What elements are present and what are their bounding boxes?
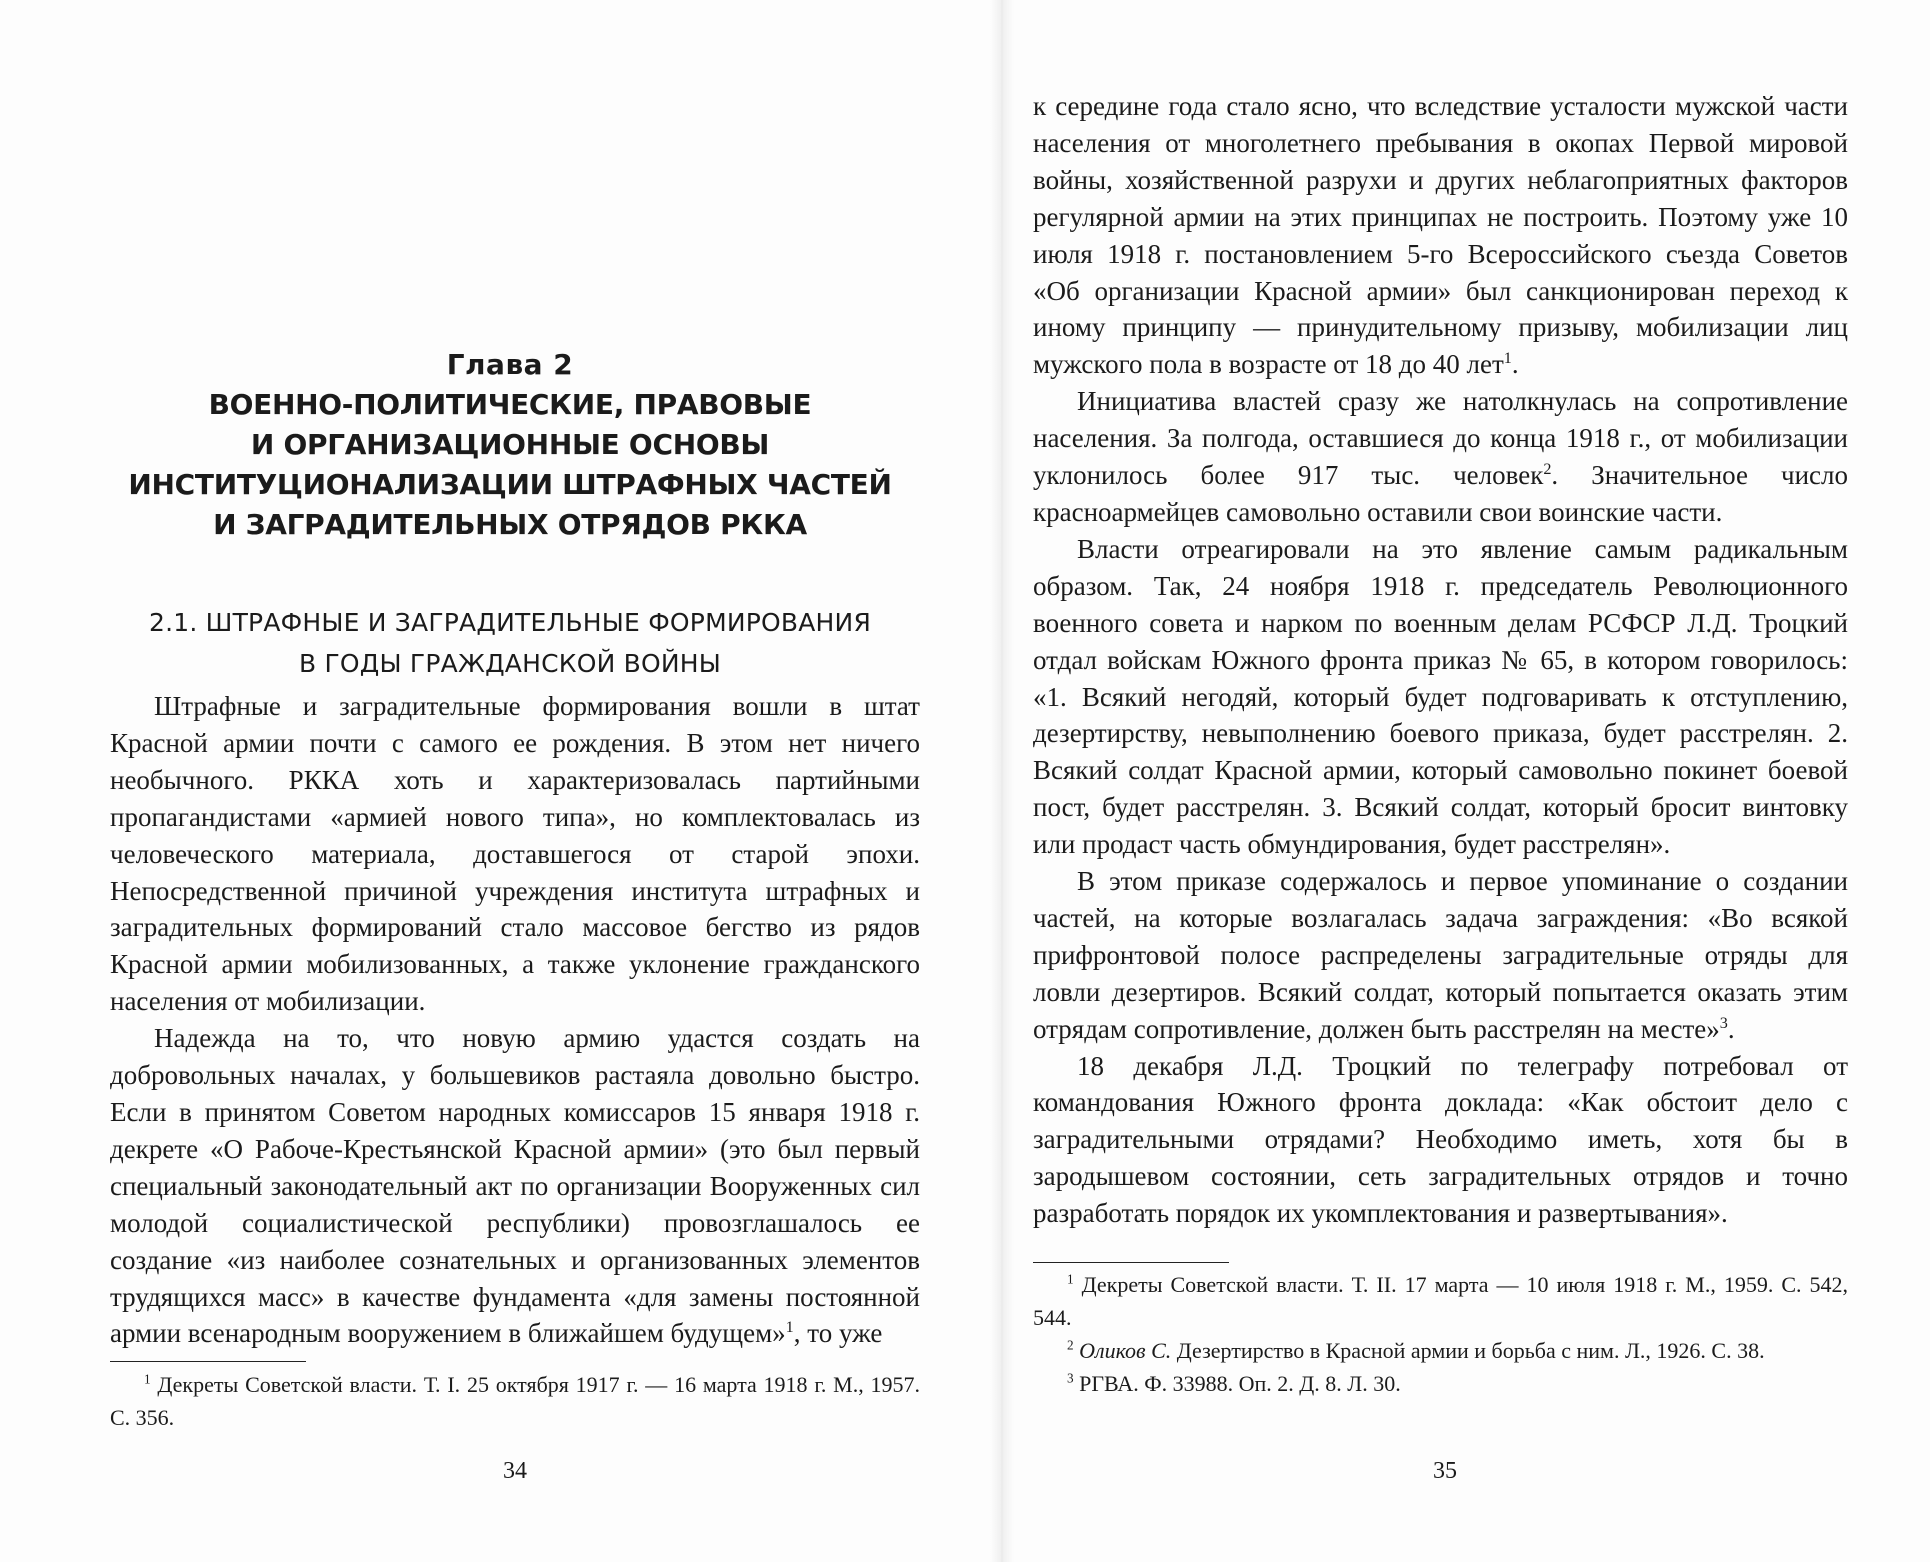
page-number: 34: [503, 1458, 527, 1484]
paragraph: Штрафные и заградительные формирования вошли в штат Красной армии почти с самого ее рождения. В этом нет ничего необычного. РККА хоть и характеризовалась партийными пропагандистами «армией нового типа», но комплектовалась из человеческого материала, доставшегося от старой эпохи. Непосредственной причиной учреждения института штрафных и заградительных формирований стало массовое бегство из рядов Красной армии мобилизованных, а также уклонение гражданского населения от мобилизации.: [110, 691, 920, 1017]
paragraph: Надежда на то, что новую армию удастся создать на добровольных началах, у большевиков растаяла довольно быстро. Если в принятом Советом народных комиссаров 15 января 1918 г. декрете «О Рабоче-Крестьянской Красной армии» (это был первый специальный законодательный акт по организации Вооруженных сил молодой социалистической республики) провозглашалось ее создание «из наиболее сознательных и организованных элементов трудящихся масс» в качестве фундамента «для замены постоянной армии всенародным вооружением в ближайшем будущем»$^1$, то уже: [110, 1023, 920, 1349]
chapter-number: Глава 2: [446, 348, 574, 381]
footnote-number: 1: [144, 1371, 151, 1387]
footnote-marker: 2: [1543, 460, 1552, 479]
footnote: $^1$ Декреты Советской власти. Т. I. 25 октября 1917 г. — 16 марта 1918 г. М., 1957. С. 356.: [110, 1371, 921, 1430]
chapter-title-line: ИНСТИТУЦИОНАЛИЗАЦИИ ШТРАФНЫХ ЧАСТЕЙ: [128, 468, 892, 501]
footnote-rule: [110, 1361, 306, 1362]
footnote-marker: 3: [1719, 1013, 1728, 1032]
footnote-number: 1: [1067, 1271, 1074, 1287]
footnote: $^1$ Декреты Советской власти. Т. II. 17 марта — 10 июля 1918 г. М., 1959. С. 542, 544.: [1033, 1271, 1849, 1330]
paragraph: 18 декабря Л.Д. Троцкий по телеграфу потребовал от командования Южного фронта доклада: «Как обстоит дело с заградительными отрядами? Необходимо иметь, хотя бы в зародышевом состоянии, сеть заградительных отрядов и точно разработать порядок их укомплектования и развертывания».: [1033, 1050, 1848, 1229]
footnote-number: 2: [1067, 1337, 1074, 1353]
chapter-title-line: И ОРГАНИЗАЦИОННЫЕ ОСНОВЫ: [250, 428, 770, 461]
right-body-text: [1033, 88, 1848, 1232]
paragraph: Инициатива властей сразу же натолкнулась на сопротивление населения. За полгода, оставшиеся до конца 1918 г., от мобилизации уклонилось более 917 тыс. человек$^2$. Значительное число красноармейцев самовольно оставили свои воинские части.: [1033, 386, 1848, 527]
paragraph: В этом приказе содержалось и первое упоминание о создании частей, на которые возлагалась задача заграждения: «Во всякой прифронтовой полосе распределены заградительные отряды для ловли дезертиров. Всякий солдат, который попытается оказать этим отрядам сопротивление, должен быть расстрелян на месте»$^3$.: [1033, 866, 1848, 1044]
section-heading: [110, 602, 910, 684]
chapter-title-line: ВОЕННО-ПОЛИТИЧЕСКИЕ, ПРАВОВЫЕ: [208, 388, 812, 421]
footnote: $^3$ РГВА. Ф. 33988. Оп. 2. Д. 8. Л. 30.: [1067, 1370, 1401, 1396]
chapter-heading: [110, 345, 910, 545]
section-title-line: В ГОДЫ ГРАЖДАНСКОЙ ВОЙНЫ: [298, 649, 722, 678]
paragraph: Власти отреагировали на это явление самым радикальным образом. Так, 24 ноября 1918 г. председатель Революционного военного совета и нарком по военным делам РСФСР Л.Д. Троцкий отдал войскам Южного фронта приказ № 65, в котором говорилось: «1. Всякий негодяй, который будет подговаривать к отступлению, дезертирству, невыполнению боевого приказа, будет расстрелян. 2. Всякий солдат Красной армии, который самовольно покинет боевой пост, будет расстрелян. 3. Всякий солдат, который бросит винтовку или продаст часть обмундирования, будет расстрелян».: [1033, 533, 1848, 860]
footnote-author: Оликов С.: [1079, 1338, 1172, 1363]
footnote-marker: 1: [785, 1318, 794, 1337]
section-title-line: 2.1. ШТРАФНЫЕ И ЗАГРАДИТЕЛЬНЫЕ ФОРМИРОВАНИЯ: [148, 608, 872, 637]
footnotes: [1033, 1268, 1848, 1400]
paragraph: к середине года стало ясно, что вследствие усталости мужской части населения от многолетнего пребывания в окопах Первой мировой войны, хозяйственной разрухи и других неблагоприятных факторов регулярной армии на этих принципах не построить. Поэтому уже 10 июля 1918 г. постановлением 5-го Всероссийского съезда Советов «Об организации Красной армии» был санкционирован переход к иному принципу — принудительному призыву, мобилизации лиц мужского пола в возрасте от 18 до 40 лет$^1$.: [1033, 91, 1848, 380]
footnote-marker: 1: [1503, 349, 1512, 368]
page-number: 35: [1433, 1458, 1457, 1484]
footnote-rule: [1033, 1262, 1229, 1263]
footnote: $^2$ Оликов С. Дезертирство в Красной армии и борьба с ним. Л., 1926. С. 38.: [1067, 1337, 1765, 1363]
footnote-number: 3: [1067, 1370, 1074, 1386]
left-body-text: [110, 688, 920, 1352]
chapter-title-line: И ЗАГРАДИТЕЛЬНЫХ ОТРЯДОВ РККА: [213, 508, 807, 541]
book-gutter: [990, 0, 1014, 1562]
footnotes: [110, 1368, 920, 1434]
